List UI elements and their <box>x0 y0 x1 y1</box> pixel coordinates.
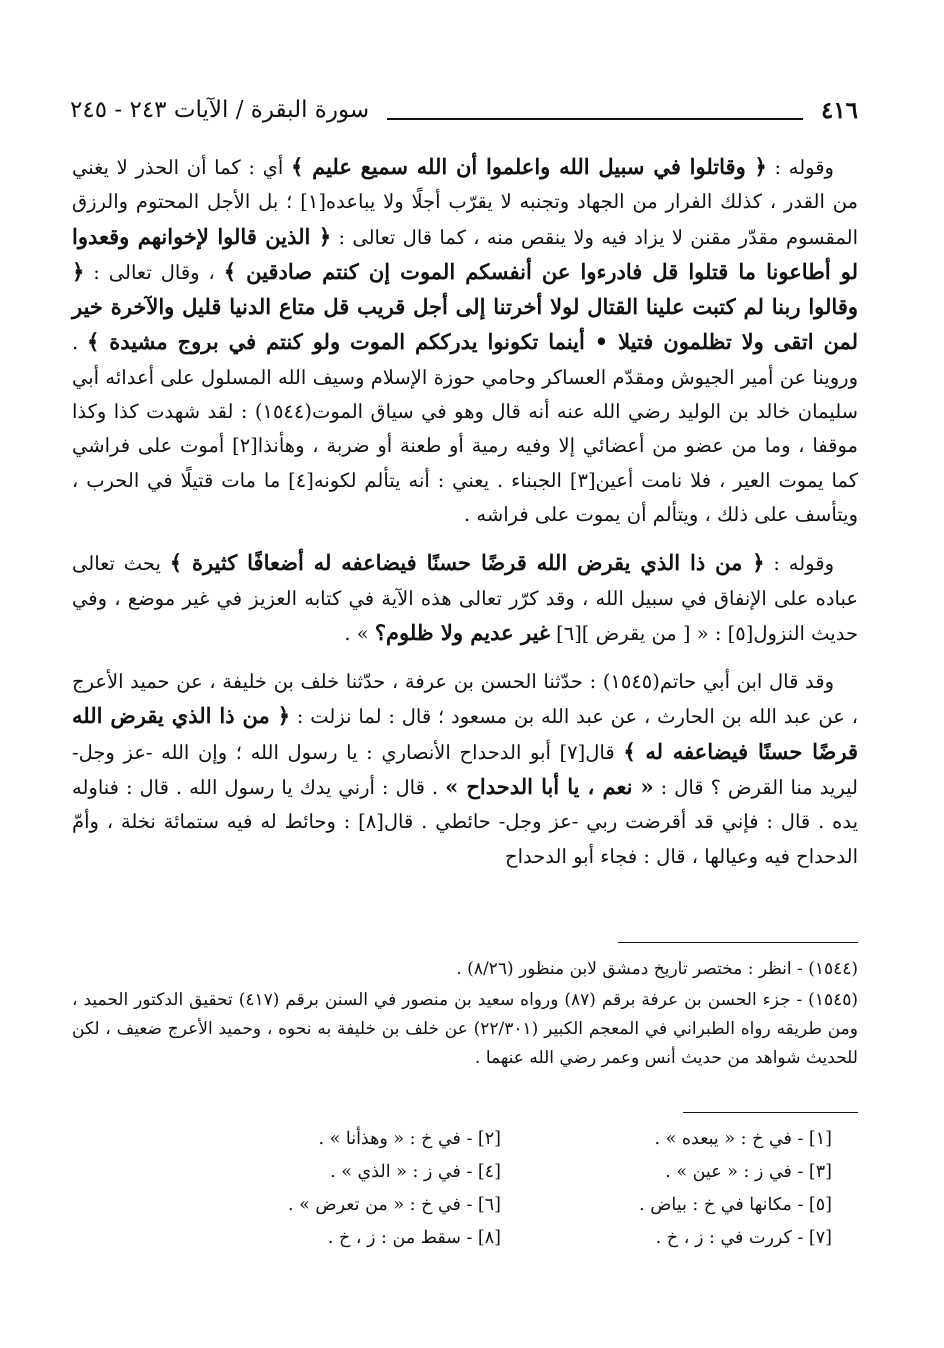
variant-notes <box>190 1126 832 1252</box>
text-run: يحث تعالى عباده على الإنفاق في سبيل الله ، وقد كرّر تعالى هذه الآية في كتابه العزيز في غير موضع ، وفي حديث النزول[٥] : « [ من يقرض ][٦] <box>72 552 858 645</box>
text-run: . وروينا عن أمير الجيوش ومقدّم العساكر وحامي حوزة الإسلام وسيف الله المسلول على أعدائه أبي سليمان خالد بن الوليد رضي الله عنه أنه قال وهو في سياق الموت(١٥٤٤) : لقد شهدت كذا وكذا موقفا ، وما من عضو من أعضائي إلا وفيه رمية أو طعنة أو ضربة ، وهأنذا[٢] أموت على فراشي كما يموت العير ، فلا نامت أعين[٣] الجبناء . يعني : أنه يتألم لكونه[٤] ما مات قتيلًا في الحرب ، ويتأسف على ذلك ، ويتألم أن يموت على فراشه . <box>72 331 858 526</box>
paragraph <box>72 665 858 874</box>
footnote-rule <box>618 942 858 943</box>
quran-quote: ﴿ الذين قالوا لإخوانهم وقعدوا لو أطاعونا ما قتلوا قل فادرءوا عن أنفسكم الموت إن كنتم صادقين ﴾ <box>72 223 858 284</box>
running-title: سورة البقرة / الآيات ٢٤٣ - ٢٤٥ <box>70 97 370 123</box>
quran-quote: ﴿ وقالوا ربنا لم كتبت علينا القتال لولا أخرتنا إلى أجل قريب قل متاع الدنيا قليل والآخرة خير لمن اتقى ولا تظلمون فتيلا • أينما تكونوا يدرككم الموت ولو كنتم في بروج مشيدة ﴾ <box>72 258 858 355</box>
main-text <box>72 150 858 888</box>
hadith-quote: « نعم ، يا أبا الدحداح » <box>445 774 654 800</box>
variant-note: [٨] - سقط من : ز ، خ . <box>327 1228 501 1248</box>
footnotes <box>72 955 858 1075</box>
text-run: أي : كما أن الحذر لا يغني من القدر ، كذلك الفرار من الجهاد وتجنبه لا يقرّب أجلًا ولا يباعده[١] ؛ بل الأجل المحتوم والرزق المقسوم مقدّر مقنن لا يزاد فيه ولا ينقص منه ، كما قال تعالى : <box>72 156 859 249</box>
page-number: ٤١٦ <box>820 96 858 124</box>
text-run: وقد قال ابن أبي حاتم(١٥٤٥) : حدّثنا الحسن بن عرفة ، حدّثنا خلف بن خليفة ، عن حميد الأعرج ، عن عبد الله بن الحارث ، عن عبد الله بن مسعود ؛ قال : لما نزلت : <box>72 670 858 729</box>
paragraph <box>72 150 858 532</box>
variant-note: [٧] - كررت في : ز ، خ . <box>655 1228 832 1248</box>
footnote: (١٥٤٤) - انظر : مختصر تاريخ دمشق لابن منظور (٨/٢٦) . <box>456 959 858 979</box>
text-run: قال[٧] أبو الدحداح الأنصاري : يا رسول الله ؛ وإن الله -عز وجل- ليريد منا القرض ؟ قال : <box>72 740 858 800</box>
text-run: وقوله : <box>764 552 834 576</box>
variant-note: [٢] - في خ : « وهذأنا » . <box>318 1129 501 1149</box>
footnote: (١٥٤٥) - جزء الحسن بن عرفة برقم (٨٧) ورواه سعيد بن منصور في السنن برقم (٤١٧) تحقيق الدكتور الحميد ، ومن طريقه رواه الطبراني في المعجم الكبير (٢٢/٣٠١) عن خلف بن خليفة به نحوه ، وحميد الأعرج ضعيف ، لكن للحديث شواهد من حديث أنس وعمر رضي الله عنهما . <box>72 990 858 1068</box>
hadith-quote: غير عديم ولا ظلوم؟ <box>374 619 550 645</box>
text-run: . قال : أرني يدك يا رسول الله . قال : فناوله يده . قال : فإني قد أقرضت ربي -عز وجل- حائطي . قال[٨] : وحائط له فيه ستمائة نخلة ، وأمّ الدحداح فيه وعيالها ، قال : فجاء أبو الدحداح <box>72 776 858 868</box>
paragraph <box>72 546 858 651</box>
variant-note: [٤] - في ز : « الذي » . <box>330 1162 501 1182</box>
text-run: ، وقال تعالى : <box>84 260 224 284</box>
variant-note: [١] - في خ : « يبعده » . <box>654 1129 832 1149</box>
quran-quote: ﴿ من ذا الذي يقرض الله قرضًا حسنًا فيضاعفه له أضعافًا كثيرة ﴾ <box>169 550 765 576</box>
quran-quote: ﴿ وقاتلوا في سبيل الله واعلموا أن الله سميع عليم ﴾ <box>290 154 767 179</box>
text-run: وقوله : <box>766 156 834 179</box>
variant-note: [٦] - في خ : « من تعرض » . <box>288 1195 501 1215</box>
header-rule <box>387 118 803 120</box>
variant-note: [٥] - مكانها في خ : بياض . <box>639 1195 832 1215</box>
page-header <box>70 92 858 128</box>
quran-quote: ﴿ من ذا الذي يقرض الله قرضًا حسنًا فيضاعفه له ﴾ <box>72 703 858 764</box>
text-run: » . <box>344 621 375 645</box>
variants-rule <box>683 1112 858 1113</box>
variant-note: [٣] - في ز : « عين » . <box>665 1162 832 1182</box>
